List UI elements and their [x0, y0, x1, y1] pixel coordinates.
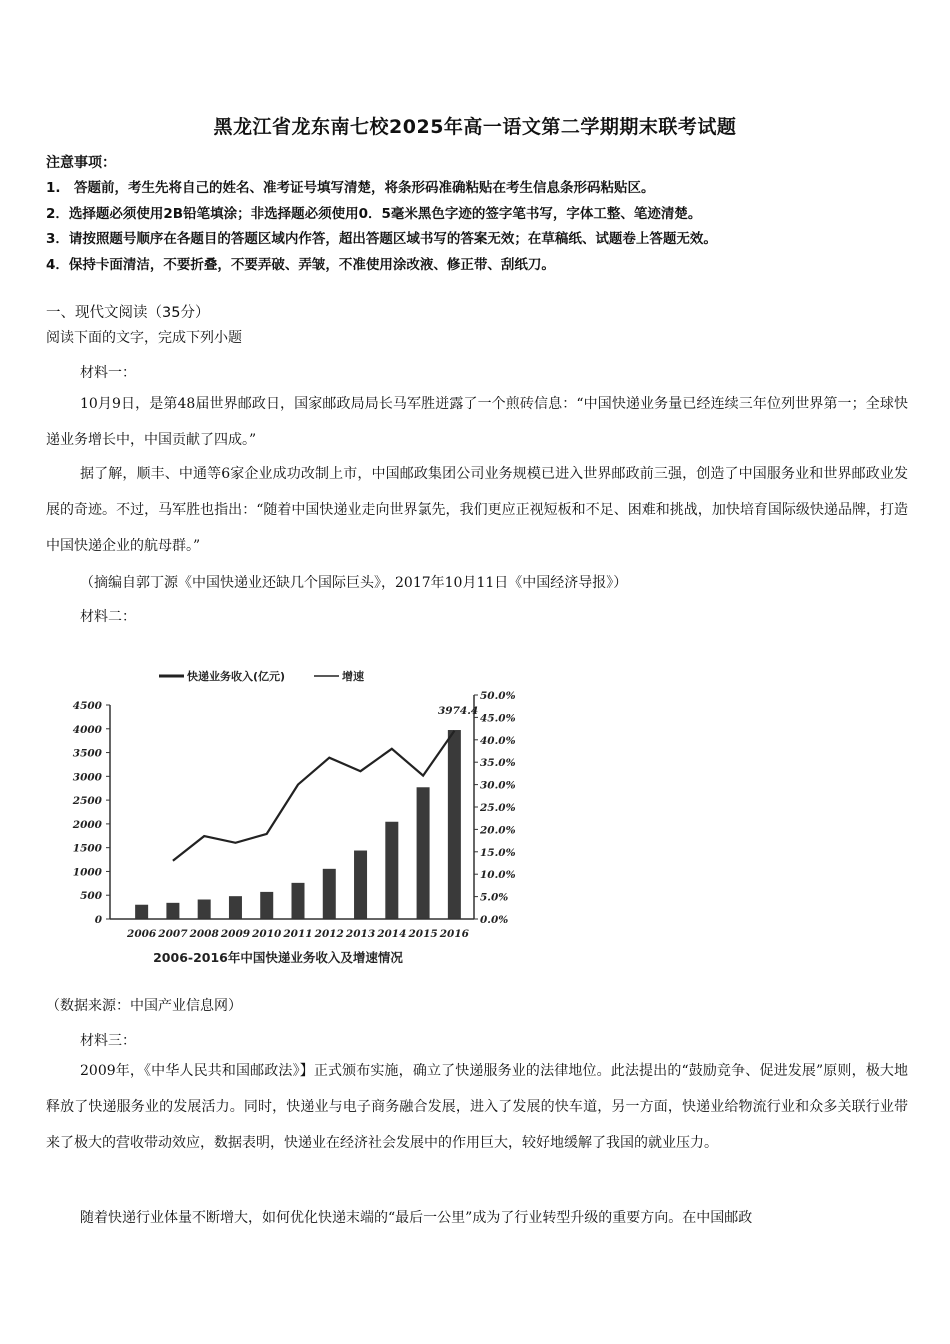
bar: [354, 851, 367, 919]
bar: [229, 896, 242, 919]
chart-svg: [44, 635, 550, 980]
left-axis: [72, 700, 110, 926]
page-title: 黑龙江省龙东南七校2025年高一语文第二学期期末联考试题: [213, 116, 737, 138]
right-tick-label: 15.0%: [480, 846, 516, 859]
bar: [260, 892, 273, 919]
right-tick-label: 40.0%: [480, 734, 516, 747]
x-axis: [126, 928, 470, 940]
right-tick-label: 5.0%: [480, 891, 509, 904]
bar: [198, 900, 211, 919]
right-tick-label: 30.0%: [480, 779, 516, 792]
legend-line-label: 增速: [342, 670, 364, 683]
x-tick-label: 2012: [314, 928, 344, 940]
material1-paragraph-2: 据了解，顺丰、中通等6家企业成功改制上市，中国邮政集团公司业务规模已进入世界邮政前三强，创造了中国服务业和世界邮政业发展的奇迹。不过，马军胜也指出：“随着中国快递业走向世界氯先，我们更应正视短板和不足、困难和挑战，加快培育国际级快递品牌，打造中国快递企业的航母群。”: [46, 466, 908, 554]
bar: [292, 883, 305, 919]
left-tick-label: 2000: [72, 818, 102, 831]
bar: [417, 787, 430, 919]
right-tick-label: 50.0%: [480, 690, 516, 702]
right-tick-label: 35.0%: [480, 757, 516, 770]
material1-source: （摘编自郭丁源《中国快递业还缺几个国际巨头》，2017年10月11日《中国经济导报》）: [80, 575, 628, 591]
legend-bar-label: 快递业务收入(亿元): [187, 670, 286, 683]
material2-label: 材料二：: [80, 609, 136, 625]
section-instruction: 阅读下面的文字，完成下列小题: [46, 330, 242, 346]
right-tick-label: 20.0%: [480, 824, 516, 837]
left-tick-label: 1500: [72, 842, 102, 855]
x-tick-label: 2015: [408, 928, 438, 940]
x-tick-label: 2009: [220, 928, 251, 940]
bar: [135, 905, 148, 919]
x-tick-label: 2007: [158, 928, 188, 940]
bar: [385, 822, 398, 919]
x-tick-label: 2008: [189, 928, 219, 940]
left-tick-label: 3500: [72, 747, 102, 760]
x-tick-label: 2013: [345, 928, 376, 940]
left-tick-label: 4500: [72, 700, 102, 712]
notice-item-3: 3．请按照题号顺序在各题目的答题区域内作答，超出答题区域书写的答案无效；在草稿纸、试题卷上答题无效。: [46, 231, 717, 247]
left-tick-label: 4000: [72, 723, 102, 736]
material1-label: 材料一：: [80, 365, 136, 381]
x-tick-label: 2014: [377, 928, 407, 940]
right-tick-label: 0.0%: [480, 914, 509, 926]
x-tick-label: 2011: [283, 928, 313, 940]
bar: [166, 903, 179, 919]
bar-data-label: 3974.4: [438, 705, 479, 717]
material2-data-source: （数据来源：中国产业信息网）: [46, 998, 242, 1014]
bar-series: [135, 730, 461, 919]
right-axis: [474, 690, 516, 926]
material1-paragraph-1: 10月9日，是第48届世界邮政日，国家邮政局局长马军胜迸露了一个煎砖信息：“中国快递业务量已经连续三年位列世界第一；全球快递业务增长中，中国贡献了四成。”: [46, 396, 908, 448]
material3-label: 材料三：: [80, 1033, 136, 1049]
express-revenue-chart: [44, 635, 550, 980]
right-tick-label: 25.0%: [480, 802, 516, 814]
x-tick-label: 2006: [127, 928, 157, 940]
x-tick-label: 2016: [439, 928, 469, 940]
left-tick-label: 3000: [72, 771, 102, 784]
material3-paragraph-1: 2009年，《中华人民共和国邮政法》】正式颁布实施，确立了快递服务业的法律地位。此法提出的“鼓励竞争、促进发展”原则，极大地释放了快递服务业的发展活力。同时，快递业与电子商务融合发展，进入了发展的快车道，另一方面，快递业给物流行业和众多关联行业带来了极大的营收带动效应，数据表明，快递业在经济社会发展中的作用巨大，较好地缓解了我国的就业压力。: [46, 1063, 908, 1151]
right-tick-label: 10.0%: [480, 869, 516, 882]
left-tick-label: 0: [94, 914, 102, 926]
material3-paragraph-2: 随着快递行业体量不断增大，如何优化快递末端的“最后一公里”成为了行业转型升级的重要方向。在中国邮政: [80, 1210, 753, 1226]
growth-line: [173, 731, 455, 861]
left-tick-label: 1000: [72, 866, 102, 879]
left-tick-label: 2500: [72, 795, 102, 808]
notice-item-4: 4．保持卡面清洁，不要折叠，不要弄破、弄皱，不准使用涂改液、修正带、刮纸刀。: [46, 257, 555, 273]
section-heading: 一、现代文阅读（35分）: [46, 305, 210, 321]
x-tick-label: 2010: [252, 928, 282, 940]
bar: [323, 869, 336, 919]
left-tick-label: 500: [80, 890, 102, 903]
notice-heading: 注意事项：: [46, 155, 116, 171]
chart-title: 2006-2016年中国快递业务收入及增速情况: [153, 950, 403, 965]
notice-item-1: 1. 答题前，考生先将自己的姓名、准考证号填写清楚，将条形码准确粘贴在考生信息条形码粘贴区。: [46, 180, 655, 196]
bar: [448, 730, 461, 919]
right-tick-label: 45.0%: [480, 712, 516, 725]
notice-item-2: 2．选择题必须使用2B铅笔填涂；非选择题必须使用0．5毫米黑色字迹的签字笔书写，字体工整、笔迹清楚。: [46, 206, 702, 222]
